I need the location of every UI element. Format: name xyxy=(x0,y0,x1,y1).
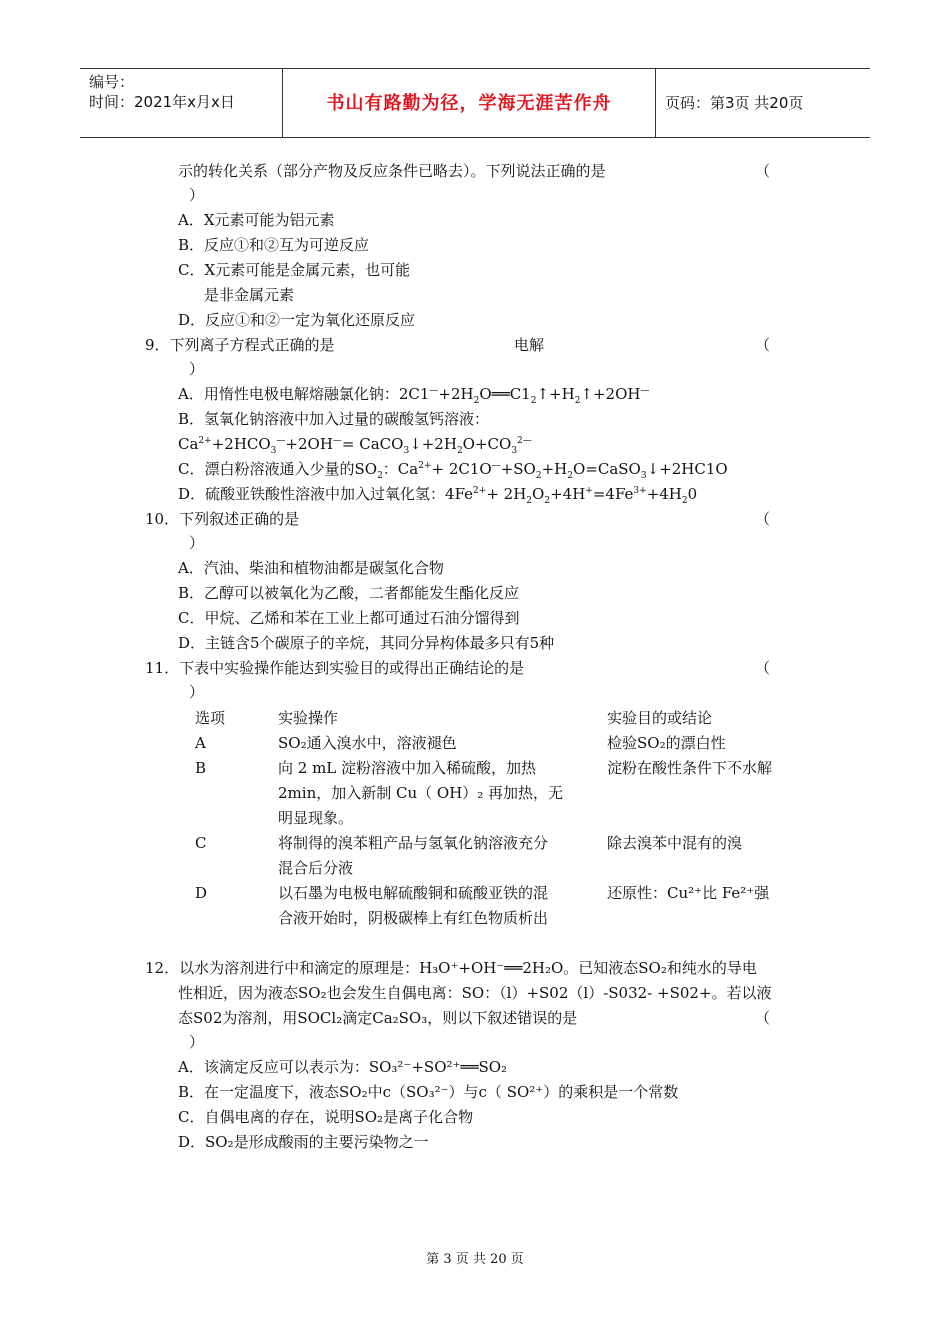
q12-option-c: C．自偶电离的存在，说明SO₂是离子化合物 xyxy=(178,1108,474,1126)
answer-paren-close: ） xyxy=(189,360,205,378)
answer-paren-open: （ xyxy=(755,1009,771,1027)
table-row-a-option: A xyxy=(195,734,206,752)
table-row-b-option: B xyxy=(195,759,207,777)
answer-paren-open: （ xyxy=(755,510,771,528)
table-row-d-operation: 以石墨为电极电解硫酸铜和硫酸亚铁的混 xyxy=(278,884,549,902)
answer-paren-close: ） xyxy=(189,683,205,701)
table-header-option: 选项 xyxy=(195,709,226,727)
page-number-label: 页码：第3页 共20页 xyxy=(665,94,804,112)
table-row-d-option: D xyxy=(195,884,208,902)
q12-option-a: A．该滴定反应可以表示为：SO₃²⁻+SO²⁺══SO₂ xyxy=(178,1058,508,1076)
q10-stem: 10．下列叙述正确的是 xyxy=(145,510,300,528)
q9-electrolysis-label: 电解 xyxy=(514,336,545,354)
answer-paren-close: ） xyxy=(189,534,205,552)
answer-paren-open: （ xyxy=(755,659,771,677)
time-label: 时间：2021年x月x日 xyxy=(89,93,235,111)
table-row-a-operation: SO₂通入溴水中，溶液褪色 xyxy=(278,734,457,752)
q9-option-c: C．漂白粉溶液通入少量的$SO_2$：$Ca^{2+}+$ $2C1O^—+SO_2+H_2O=CaSO_3↓+2HC1O$ xyxy=(178,460,728,481)
table-row-c-operation: 混合后分液 xyxy=(278,859,354,877)
q10-option-a: A．汽油、柴油和植物油都是碳氢化合物 xyxy=(178,559,444,577)
q12-option-d: D．SO₂是形成酸雨的主要污染物之一 xyxy=(178,1133,429,1151)
q12-stem-line2: 性相近，因为液态SO₂也会发生自偶电离：SO：（l）+S02（l）-S032- +S02+。若以液 xyxy=(178,984,772,1002)
table-row-a-result: 检验SO₂的漂白性 xyxy=(607,734,726,752)
q8-option-c-cont: 是非金属元素 xyxy=(204,286,295,304)
answer-paren-close: ） xyxy=(189,1033,205,1051)
table-row-b-operation: 向 2 mL 淀粉溶液中加入稀硫酸，加热 xyxy=(278,759,537,777)
q8-option-c: C．X元素可能是金属元素，也可能 xyxy=(178,261,411,279)
q10-option-d: D．主链含5个碳原子的辛烷，其同分异构体最多只有5种 xyxy=(178,634,555,652)
table-row-c-option: C xyxy=(195,834,207,852)
table-row-c-operation: 将制得的溴苯粗产品与氢氧化钠溶液充分 xyxy=(278,834,549,852)
q9-stem: 9．下列离子方程式正确的是 xyxy=(145,336,335,354)
header-motto: 书山有路勤为径，学海无涯苦作舟 xyxy=(326,93,612,114)
q9-option-b-equation: $Ca^{2+}+2HCO_3^—+2OH^—=$ $CaCO_3↓+2H_2O+CO_3^{2—}$ xyxy=(178,435,532,456)
answer-paren-open: （ xyxy=(755,336,771,354)
q8-option-a: A．X元素可能为铝元素 xyxy=(178,211,335,229)
header-divider xyxy=(655,69,656,137)
page-footer: 第 3 页 共 20 页 xyxy=(426,1252,524,1267)
table-row-b-operation: 明显现象。 xyxy=(278,809,354,827)
q12-stem-line3: 态S02为溶剂，用SOCl₂滴定Ca₂SO₃，则以下叙述错误的是 xyxy=(178,1009,578,1027)
page-header xyxy=(80,68,870,138)
q10-option-b: B．乙醇可以被氧化为乙酸，二者都能发生酯化反应 xyxy=(178,584,520,602)
q9-option-d: D．硫酸亚铁酸性溶液中加入过氧化氢：$4Fe^{2+}+ 2H_2O_2+4H^+=4Fe^{3+}+4H_20$ xyxy=(178,485,698,506)
table-row-d-operation: 合液开始时，阴极碳棒上有红色物质析出 xyxy=(278,909,549,927)
q8-option-b: B．反应①和②互为可逆反应 xyxy=(178,236,370,254)
q10-option-c: C．甲烷、乙烯和苯在工业上都可通过石油分馏得到 xyxy=(178,609,520,627)
header-meta xyxy=(89,72,235,112)
q11-stem: 11．下表中实验操作能达到实验目的或得出正确结论的是 xyxy=(145,659,525,677)
q8-stem: 示的转化关系（部分产物及反应条件已略去）。下列说法正确的是 xyxy=(178,162,606,180)
table-row-c-result: 除去溴苯中混有的溴 xyxy=(607,834,743,852)
table-row-d-result: 还原性：Cu²⁺比 Fe²⁺强 xyxy=(607,884,770,902)
q12-stem-line1: 12．以水为溶剂进行中和滴定的原理是：H₃O⁺+OH⁻══2H₂O。已知液态SO₂和纯水的导电 xyxy=(145,959,757,977)
answer-paren-close: ） xyxy=(189,186,205,204)
q8-option-d: D．反应①和②一定为氧化还原反应 xyxy=(178,311,416,329)
table-row-b-operation: 2min，加入新制 Cu（ OH）₂ 再加热，无 xyxy=(278,784,564,802)
q9-option-b: B．氢氧化钠溶液中加入过量的碳酸氢钙溶液： xyxy=(178,410,490,428)
table-header-result: 实验目的或结论 xyxy=(607,709,713,727)
q12-option-b: B．在一定温度下，液态SO₂中c（SO₃²⁻）与c（ SO²⁺）的乘积是一个常数 xyxy=(178,1083,679,1101)
answer-paren-open: （ xyxy=(755,162,771,180)
table-header-operation: 实验操作 xyxy=(278,709,339,727)
q9-option-a: A．用惰性电极电解熔融氯化钠：$2C1^—+2H_2O══C1_2↑+H_2↑+2OH^—$ xyxy=(178,385,650,406)
table-row-b-result: 淀粉在酸性条件下不水解 xyxy=(607,759,773,777)
number-label: 编号： xyxy=(89,73,135,91)
